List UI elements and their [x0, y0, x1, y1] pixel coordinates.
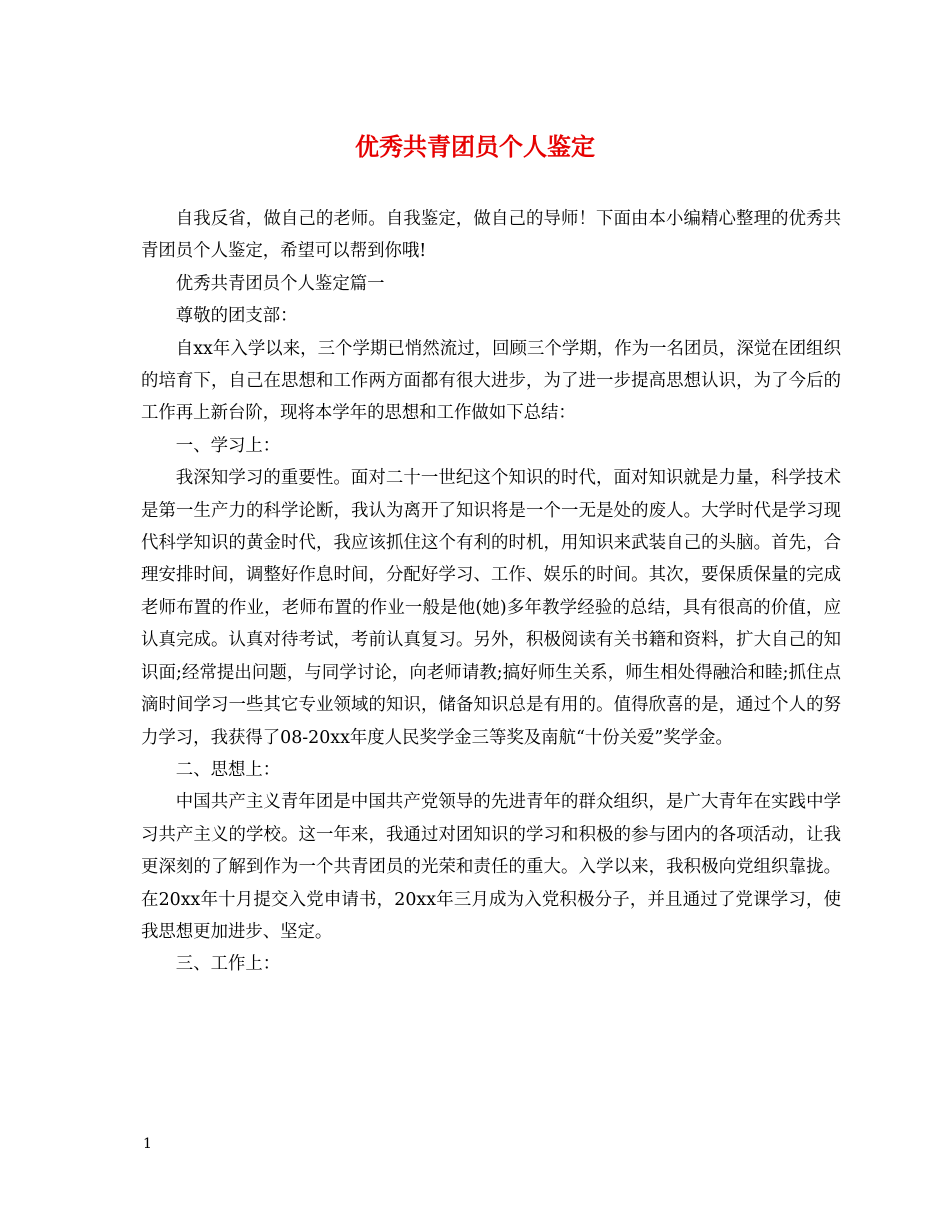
page-number: 1	[143, 1136, 152, 1152]
paragraph-thought-heading: 二、思想上：	[175, 759, 281, 780]
paragraph-work-heading: 三、工作上：	[175, 954, 281, 975]
paragraph-salutation: 尊敬的团支部：	[175, 306, 298, 327]
paragraph-thought: 中国共产主义青年团是中国共产党领导的先进青年的群众组织，是广大青年在实践中学习共产主义的学校。这一年来，我通过对团知识的学习和积极的参与团内的各项活动，让我更深刻的了解到作为一个共青团员的光荣和责任的重大。入学以来，我积极向党组织靠拢。在20xx年十月提交入党申请书，20xx年三月成为入党积极分子，并且通过了党课学习，使我思想更加进步、坚定。	[141, 792, 841, 942]
paragraph-study-heading: 一、学习上：	[175, 435, 281, 456]
document-title: 优秀共青团员个人鉴定	[355, 132, 595, 161]
paragraph-study: 我深知学习的重要性。面对二十一世纪这个知识的时代，面对知识就是力量，科学技术是第一生产力的科学论断，我认为离开了知识将是一个一无是处的废人。大学时代是学习现代科学知识的黄金时代，我应该抓住这个有利的时机，用知识来武装自己的头脑。首先，合理安排时间，调整好作息时间，分配好学习、工作、娱乐的时间。其次，要保质保量的完成老师布置的作业，老师布置的作业一般是他(她)多年教学经验的总结，具有很高的价值，应认真完成。认真对待考试，考前认真复习。另外，积极阅读有关书籍和资料，扩大自己的知识面;经常提出问题，与同学讨论，向老师请教;搞好师生关系，师生相处得融洽和睦;抓住点滴时间学习一些其它专业领域的知识，储备知识总是有用的。值得欣喜的是，通过个人的努力学习，我获得了08-20xx年度人民奖学金三等奖及南航“十份关爱”奖学金。	[141, 468, 841, 748]
document-body	[141, 203, 841, 981]
paragraph-intro: 自我反省，做自己的老师。自我鉴定，做自己的导师！下面由本小编精心整理的优秀共青团员个人鉴定，希望可以帮到你哦!	[141, 209, 841, 262]
paragraph-opening: 自xx年入学以来，三个学期已悄然流过，回顾三个学期，作为一名团员，深觉在团组织的培育下，自己在思想和工作两方面都有很大进步，为了进一步提高思想认识，为了今后的工作再上新台阶，现将本学年的思想和工作做如下总结：	[141, 338, 841, 424]
paragraph-section-heading: 优秀共青团员个人鉴定篇一	[175, 273, 385, 294]
